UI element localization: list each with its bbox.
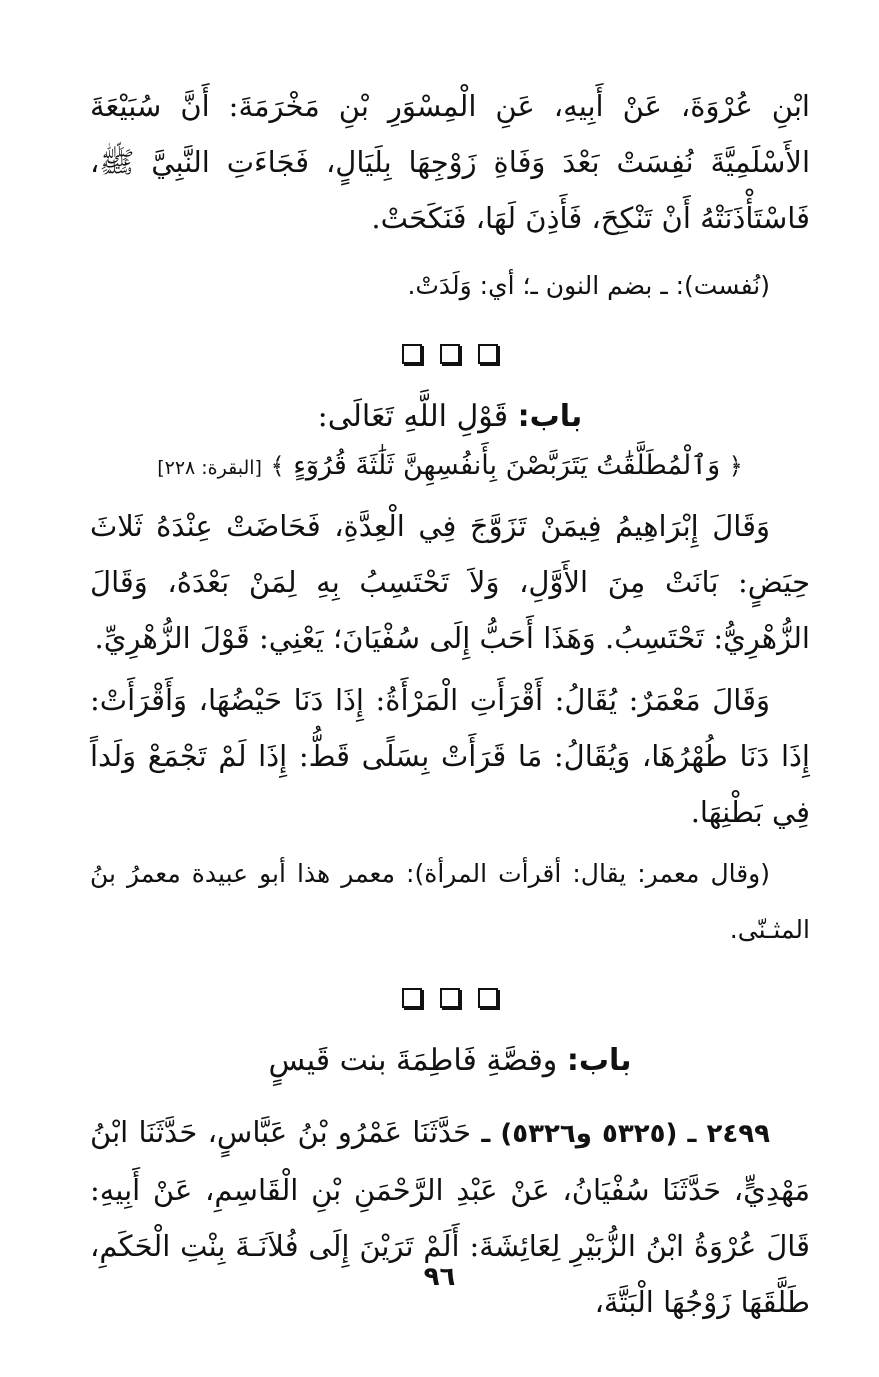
section-separator (90, 344, 810, 364)
chapter-label: باب: (517, 399, 583, 434)
chapter-title: وقصَّةِ فَاطِمَةَ بنت قَيسٍ (268, 1043, 558, 1078)
quran-reference: [البقرة: ٢٢٨] (157, 457, 262, 479)
quran-bracket-close: ﴾ (270, 452, 285, 480)
separator-square-icon (440, 988, 460, 1008)
quran-bracket-open: ﴿ (728, 452, 743, 480)
separator-square-icon (478, 988, 498, 1008)
separator-square-icon (402, 988, 422, 1008)
separator-square-icon (402, 344, 422, 364)
hadith-paragraph (90, 1104, 810, 1330)
page-number: ٩٦ (423, 1262, 456, 1292)
gloss-nufisat: (نُفست): ـ بضم النون ـ؛ أي: وَلَدَتْ. (407, 271, 770, 300)
intro-paragraph: ابْنِ عُرْوَةَ، عَنْ أَبِيهِ، عَنِ الْمِسْوَرِ بْنِ مَخْرَمَةَ: أَنَّ سُبَيْعَةَ الأَسْلَمِيَّةَ نُفِسَتْ بَعْدَ وَفَاةِ زَوْجِهَا بِلَيَالٍ، فَجَاءَتِ النَّبِيَّ ﷺ، فَاسْتَأْذَنَتْهُ أَنْ تَنْكِحَ، فَأَذِنَ لَهَا، فَنَكَحَتْ. (90, 89, 810, 235)
quran-verse-line (90, 442, 810, 492)
hadith-text: حَدَّثَنَا عَمْرُو بْنُ عَبَّاسٍ، حَدَّثَنَا ابْنُ مَهْدِيٍّ، حَدَّثَنَا سُفْيَانُ، عَنْ عَبْدِ الرَّحْمَنِ بْنِ الْقَاسِمِ، عَنْ أَبِيهِ: قَالَ عُرْوَةُ ابْنُ الزُّبَيْرِ لِعَائِشَةَ: أَلَمْ تَرَيْنَ إِلَى فُلاَنَـةَ بِنْتِ الْحَكَمِ، طَلَّقَهَا زَوْجُهَا الْبَتَّةَ، (90, 1115, 810, 1319)
chapter-heading (90, 1036, 810, 1086)
separator-square-icon (478, 344, 498, 364)
page-body (90, 78, 810, 1330)
section-separator (90, 988, 810, 1008)
mamar-paragraph: وَقَالَ مَعْمَرٌ: يُقَالُ: أَقْرَأَتِ الْمَرْأَةُ: إِذَا دَنَا حَيْضُهَا، وَأَقْرَأَتْ: إِذَا دَنَا طُهْرُهَا، وَيُقَالُ: مَا قَرَأَتْ بِسَلًى قَطُّ: إِذَا لَمْ تَجْمَعْ وَلَداً فِي بَطْنِهَا. (90, 683, 810, 829)
quran-verse: وَٱلْمُطَلَّقَٰتُ يَتَرَبَّصْنَ بِأَنفُسِهِنَّ ثَلَٰثَةَ قُرُوٓءٍ (293, 450, 721, 481)
chapter-heading (90, 392, 810, 442)
hadith-number: ٢٤٩٩ ـ (٥٣٢٥ و٥٣٢٦) ـ (481, 1119, 770, 1149)
separator-square-icon (440, 344, 460, 364)
chapter-title: قَوْلِ اللَّهِ تَعَالَى: (317, 399, 509, 434)
chapter-label: باب: (566, 1043, 632, 1078)
gloss-mamar: (وقال معمر: يقال: أقرأت المرأة): معمر هذا أبو عبيدة معمرُ بنُ المثـنّى. (90, 859, 810, 944)
ibrahim-paragraph: وَقَالَ إِبْرَاهِيمُ فِيمَنْ تَزَوَّجَ فِي الْعِدَّةِ، فَحَاضَتْ عِنْدَهُ ثَلاثَ حِيَضٍ: بَانَتْ مِنَ الأَوَّلِ، وَلاَ تَحْتَسِبُ بِهِ لِمَنْ بَعْدَهُ، وَقَالَ الزُّهْرِيُّ: تَحْتَسِبُ. وَهَذَا أَحَبُّ إِلَى سُفْيَانَ؛ يَعْنِي: قَوْلَ الزُّهْرِيِّ. (90, 509, 810, 655)
